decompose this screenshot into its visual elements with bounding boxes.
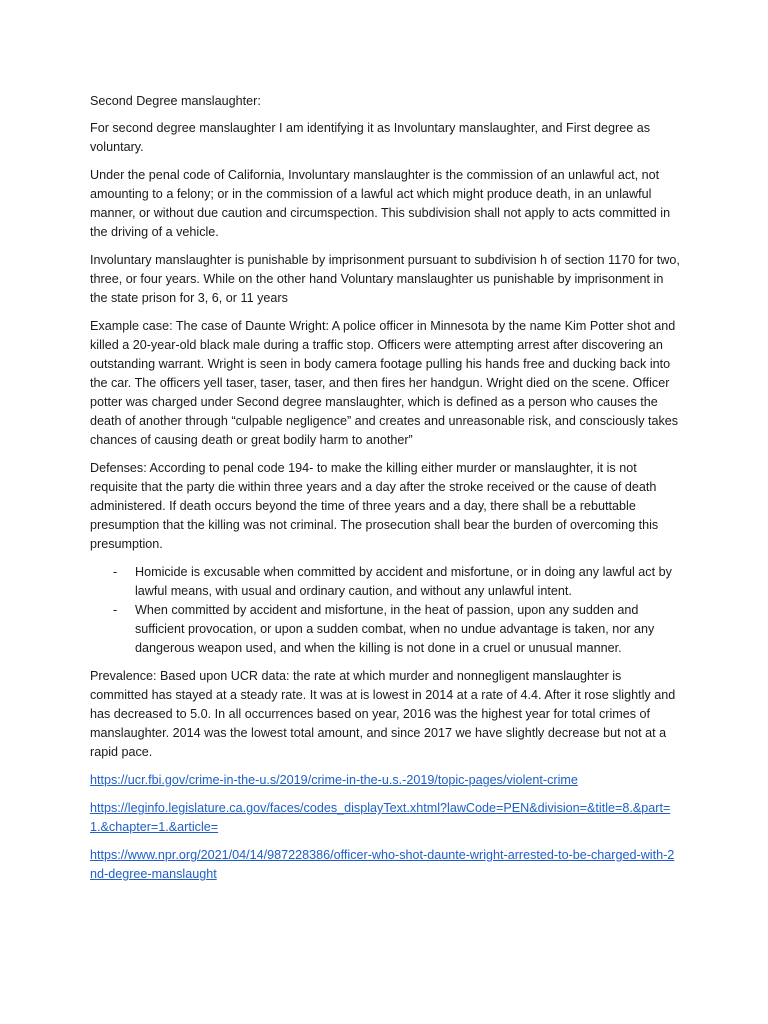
list-item xyxy=(90,563,680,601)
reference-link-leginfo[interactable]: https://leginfo.legislature.ca.gov/faces/codes_displayText.xhtml?lawCode=PEN&division=&title=8.&part=1.&chapter=1.&article= xyxy=(90,801,671,834)
reference-link-leginfo-container xyxy=(90,799,680,837)
paragraph-defenses: Defenses: According to penal code 194- to make the killing either murder or manslaughter, it is not requisite that the party die within three years and a day after the stroke received or the cause of death administered. If death occurs beyond the time of three years and a day, there shall be a rebuttable presumption that the killing was not criminal. The prosecution shall bear the burden of overcoming this presumption. xyxy=(90,461,659,551)
list-item-text: When committed by accident and misfortune, in the heat of passion, upon any sudden and sufficient provocation, or upon a sudden combat, when no undue advantage is taken, nor any dangerous weapon used, and when the killing is not done in a cruel or unusual manner. xyxy=(135,603,655,655)
paragraph-penal-code: Under the penal code of California, Involuntary manslaughter is the commission of an unlawful act, not amounting to a felony; or in the commission of a lawful act which might produce death, in an unlawful manner, or without due caution and circumspection. This subdivision shall not apply to acts committed in the driving of a vehicle. xyxy=(90,168,671,239)
paragraph-example-case: Example case: The case of Daunte Wright: A police officer in Minnesota by the name Kim Potter shot and killed a 20-year-old black male during a traffic stop. Officers were attempting arrest after discovering an outstanding warrant. Wright is seen in body camera footage pulling his hands free and ducking back into the car. The officers yell taser, taser, taser, and then fires her handgun. Wright died on the scene. Officer potter was charged under Second degree manslaughter, which is defined as a person who causes the death of another through “culpable negligence” and creates and unreasonable risk, and consciously takes chances of causing death or great bodily harm to another” xyxy=(90,319,679,447)
paragraph-punishment: Involuntary manslaughter is punishable by imprisonment pursuant to subdivision h of section 1170 for two, three, or four years. While on the other hand Voluntary manslaughter us punishable by imprisonment in the state prison for 3, 6, or 11 years xyxy=(90,253,680,305)
reference-link-fbi[interactable]: https://ucr.fbi.gov/crime-in-the-u.s/2019/crime-in-the-u.s.-2019/topic-pages/violent-crime xyxy=(90,773,578,787)
list-item-text: Homicide is excusable when committed by accident and misfortune, or in doing any lawful act by lawful means, with usual and ordinary caution, and without any unlawful intent. xyxy=(135,565,672,598)
reference-link-npr[interactable]: https://www.npr.org/2021/04/14/987228386/officer-who-shot-daunte-wright-arrested-to-be-charged-with-2nd-degree-manslaught xyxy=(90,848,675,881)
paragraph-definition-intro: For second degree manslaughter I am identifying it as Involuntary manslaughter, and First degree as voluntary. xyxy=(90,121,651,154)
document-page xyxy=(90,92,680,893)
document-title: Second Degree manslaughter: xyxy=(90,94,261,108)
paragraph-prevalence: Prevalence: Based upon UCR data: the rate at which murder and nonnegligent manslaughter is committed has stayed at a steady rate. It was at is lowest in 2014 at a rate of 4.4. After it rose slightly and has decreased to 5.0. In all occurrences based on year, 2016 was the highest year for total crimes of manslaughter. 2014 was the lowest total amount, and since 2017 we have slightly decrease but not at a rapid pace. xyxy=(90,669,676,759)
reference-link-npr-container xyxy=(90,846,680,884)
bullet-dash: - xyxy=(113,603,118,617)
reference-link-fbi-container xyxy=(90,771,680,790)
bullet-dash: - xyxy=(113,565,118,579)
defenses-bullet-list xyxy=(90,563,680,658)
list-item xyxy=(90,601,680,658)
